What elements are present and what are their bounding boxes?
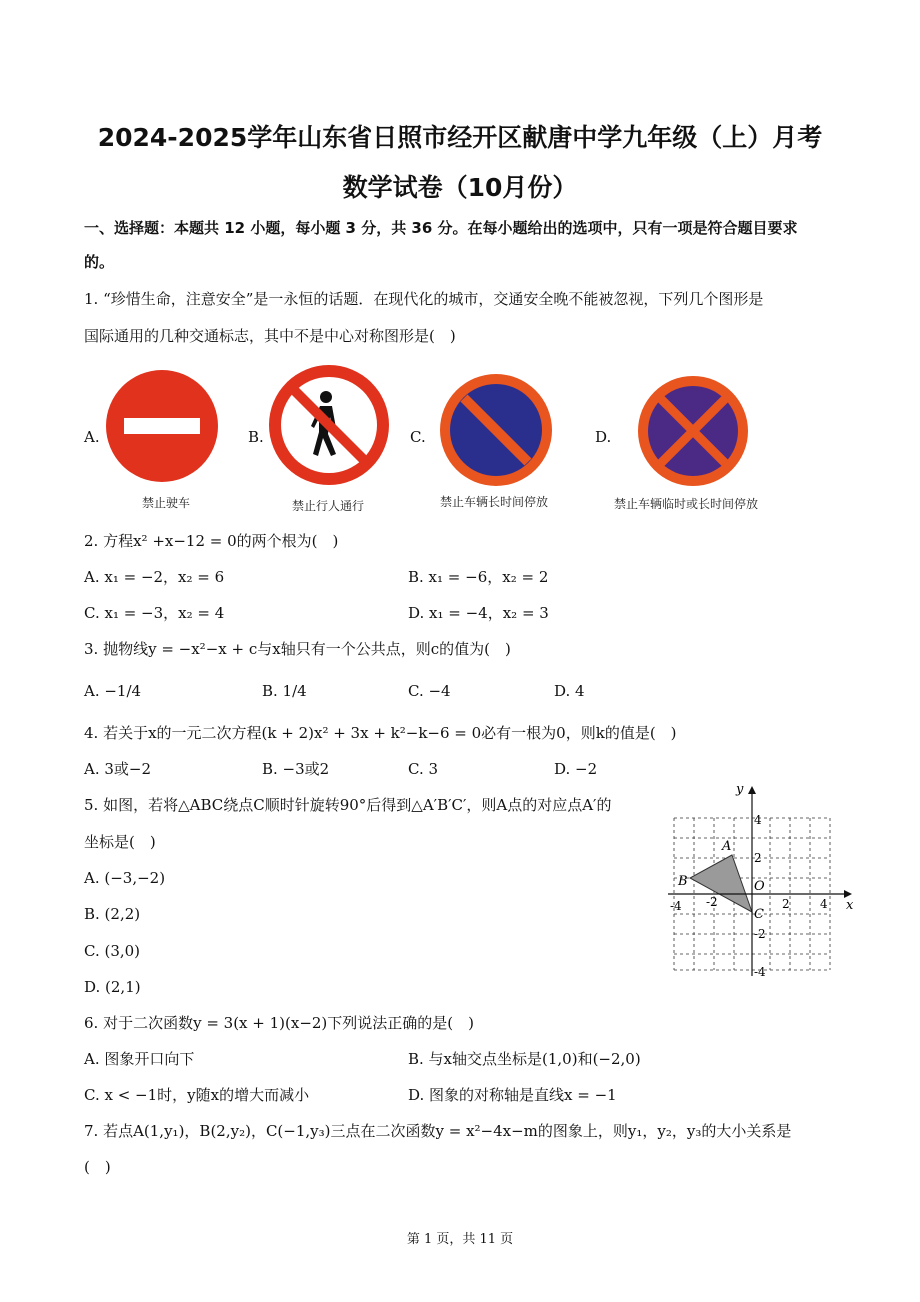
question-7-line2: ( ) (84, 1158, 111, 1176)
q3-option-b: B. 1/4 (262, 682, 307, 700)
question-1-line1: 1. “珍惜生命，注意安全”是一永恒的话题．在现代化的城市，交通安全晚不能被忽视，下列几个图形是 (84, 290, 764, 308)
point-a-label: A (722, 839, 732, 854)
question-5-line2: 坐标是( ) (84, 833, 156, 851)
q3-option-d: D. 4 (554, 682, 585, 700)
q1-option-c-label: C. (410, 428, 426, 446)
exam-title-line1: 2024-2025学年山东省日照市经开区献唐中学九年级（上）月考 (97, 123, 823, 152)
q5-option-a: A. (−3,−2) (84, 869, 166, 887)
section-heading-line2: 的。 (84, 253, 115, 271)
question-6-stem: 6. 对于二次函数y = 3(x + 1)(x−2)下列说法正确的是( ) (84, 1014, 474, 1032)
q4-option-a: A. 3或−2 (84, 760, 152, 778)
q1-option-c-caption: 禁止车辆长时间停放 (440, 495, 549, 509)
origin-label: O (754, 879, 765, 894)
section-heading-line1: 一、选择题：本题共 12 小题，每小题 3 分，共 36 分。在每小题给出的选项中，只有一项是符合题目要求 (84, 219, 798, 237)
q4-option-b: B. −3或2 (262, 760, 330, 778)
tick-y-neg4: -4 (754, 965, 766, 979)
y-axis-arrow-icon (748, 786, 756, 794)
x-axis-arrow-icon (844, 890, 852, 898)
q6-option-c: C. x < −1时，y随x的增大而减小 (84, 1086, 310, 1104)
q1-option-d-label: D. (595, 428, 612, 446)
no-entry-sign (104, 368, 220, 484)
q6-option-a: A. 图象开口向下 (84, 1050, 195, 1068)
tick-y-4: 4 (754, 813, 762, 827)
tick-y-neg2: -2 (754, 927, 766, 941)
question-4-stem: 4. 若关于x的一元二次方程(k + 2)x² + 3x + k²−k−6 = 0必有一根为0，则k的值是( ) (84, 724, 677, 742)
q2-option-c: C. x₁ = −3，x₂ = 4 (84, 604, 225, 622)
question-1-line2: 国际通用的几种交通标志，其中不是中心对称图形是( ) (84, 327, 456, 345)
question-5-line1: 5. 如图，若将△ABC绕点C顺时针旋转90°后得到△A′B′C′，则A点的对应点A′的 (84, 796, 612, 814)
tick-y-2: 2 (754, 851, 762, 865)
tick-x-neg4: -4 (670, 899, 682, 913)
q5-option-c: C. (3,0) (84, 942, 141, 960)
q2-option-b: B. x₁ = −6，x₂ = 2 (408, 568, 549, 586)
q2-option-d: D. x₁ = −4，x₂ = 3 (408, 604, 549, 622)
no-pedestrian-sign (266, 362, 392, 488)
q1-option-d-caption: 禁止车辆临时或长时间停放 (614, 497, 759, 511)
tick-x-4: 4 (820, 897, 828, 911)
q6-option-d: D. 图象的对称轴是直线x = −1 (408, 1086, 617, 1104)
q1-option-a-label: A. (84, 428, 100, 446)
q2-option-a: A. x₁ = −2，x₂ = 6 (84, 568, 225, 586)
q3-option-a: A. −1/4 (84, 682, 142, 700)
page-footer: 第 1 页，共 11 页 (406, 1232, 514, 1247)
q5-coordinate-graph (666, 780, 866, 980)
point-c-label: C (754, 907, 764, 922)
q3-option-c: C. −4 (408, 682, 451, 700)
point-b-label: B (678, 874, 688, 889)
q1-option-a-caption: 禁止驶车 (142, 496, 191, 510)
question-2-stem: 2. 方程x² +x−12 = 0的两个根为( ) (84, 532, 339, 550)
q1-option-b-label: B. (248, 428, 264, 446)
x-axis-label: x (846, 898, 854, 913)
no-parking-sign (438, 372, 554, 488)
question-7-line1: 7. 若点A(1,y₁)，B(2,y₂)，C(−1,y₃)三点在二次函数y = x²−4x−m的图象上，则y₁，y₂，y₃的大小关系是 (84, 1122, 792, 1140)
q5-option-d: D. (2,1) (84, 978, 141, 996)
y-axis-label: y (736, 782, 744, 797)
q5-option-b: B. (2,2) (84, 905, 141, 923)
q1-option-b-caption: 禁止行人通行 (292, 499, 365, 513)
question-3-stem: 3. 抛物线y = −x²−x + c与x轴只有一个公共点，则c的值为( ) (84, 640, 511, 658)
tick-x-neg2: -2 (706, 895, 718, 909)
q4-option-c: C. 3 (408, 760, 439, 778)
exam-title-line2: 数学试卷（10月份） (342, 173, 578, 202)
tick-x-2: 2 (782, 897, 790, 911)
no-stopping-sign (636, 374, 750, 488)
triangle-abc (690, 855, 752, 912)
q6-option-b: B. 与x轴交点坐标是(1,0)和(−2,0) (408, 1050, 641, 1068)
q4-option-d: D. −2 (554, 760, 598, 778)
